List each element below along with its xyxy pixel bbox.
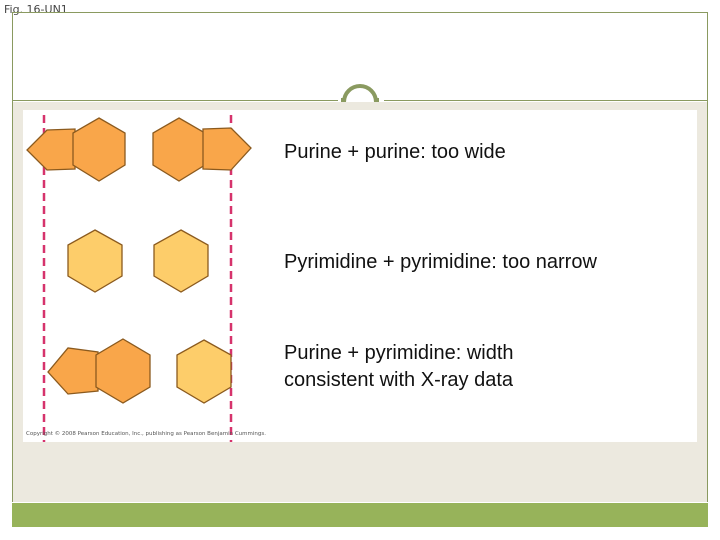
purine-right: [153, 118, 251, 181]
divider-left: [12, 100, 338, 101]
purine-pair: [27, 118, 251, 181]
figure-label: Fig. 16-UN1: [4, 3, 68, 16]
footer-bar: [12, 503, 708, 527]
purine-left: [27, 118, 125, 181]
caption-purine-pyrimidine-line1: Purine + pyrimidine: width: [284, 342, 514, 364]
divider-right: [384, 100, 708, 101]
hexagon-ring: [153, 118, 205, 181]
caption-purine-purine: Purine + purine: too wide: [284, 141, 506, 163]
pentagon-ring: [48, 348, 98, 394]
purine-left-row3: [48, 339, 150, 403]
hexagon-ring: [96, 339, 150, 403]
pyrimidine-right: [154, 230, 208, 292]
purine-pyrimidine-pair: [48, 339, 231, 403]
hexagon-ring: [73, 118, 125, 181]
caption-purine-pyrimidine-line2: consistent with X-ray data: [284, 369, 513, 391]
content-panel: [23, 110, 697, 442]
pyrimidine-pair: [68, 230, 208, 292]
pyrimidine-right-row3: [177, 340, 231, 403]
copyright-notice: Copyright © 2008 Pearson Education, Inc., publishing as Pearson Benjamin Cummings.: [26, 431, 267, 437]
pentagon-ring: [203, 128, 251, 170]
hook-ornament: [336, 76, 384, 108]
caption-pyrimidine-pyrimidine: Pyrimidine + pyrimidine: too narrow: [284, 251, 597, 273]
pentagon-ring: [27, 129, 75, 170]
pyrimidine-left: [68, 230, 122, 292]
